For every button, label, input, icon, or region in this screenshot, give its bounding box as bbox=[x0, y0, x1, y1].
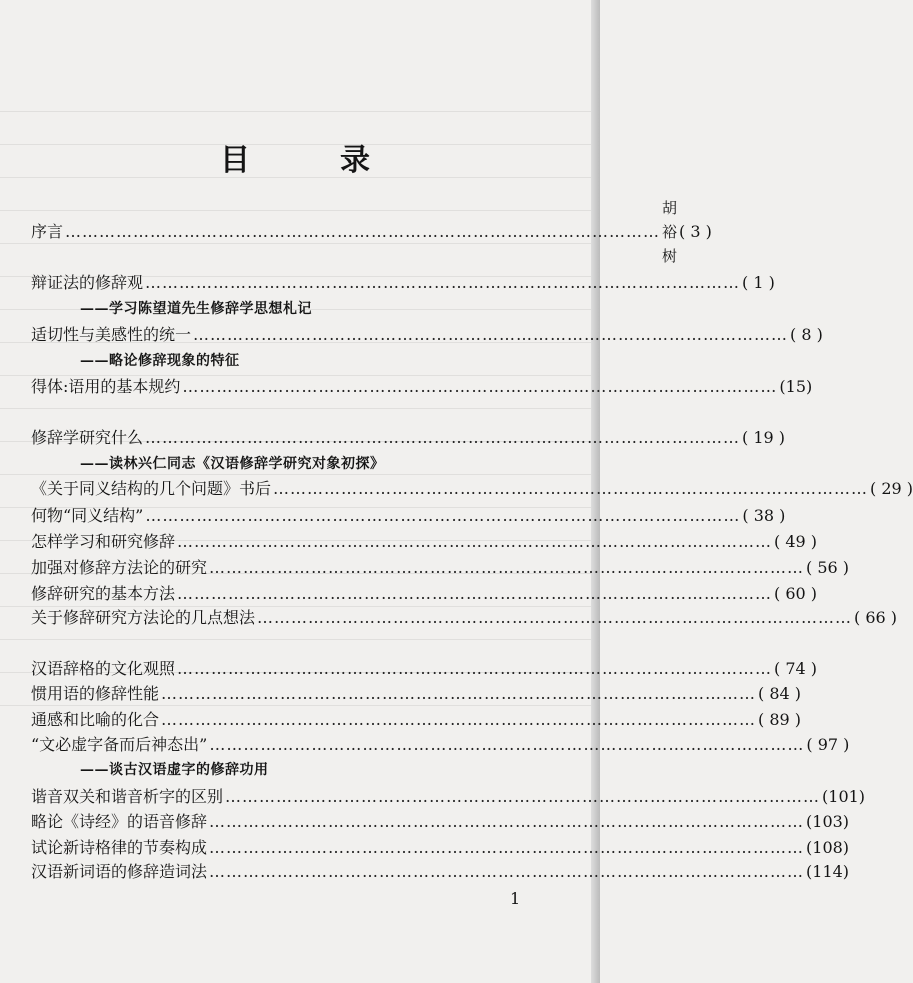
entry-subtitle: ——谈古汉语虚字的修辞功用 bbox=[80, 762, 269, 778]
toc-entry bbox=[31, 375, 813, 399]
toc-entry bbox=[31, 606, 898, 630]
leader-dots: …………………………………………………………………………………………… bbox=[193, 325, 789, 344]
toc-entry bbox=[31, 426, 786, 450]
entry-page: (15) bbox=[779, 377, 813, 396]
entry-page: ( 97 ) bbox=[806, 735, 850, 754]
toc-entry bbox=[31, 708, 802, 732]
toc-entry bbox=[31, 860, 850, 884]
toc-entry bbox=[31, 582, 818, 606]
entry-title: 加强对修辞方法论的研究 bbox=[31, 558, 208, 577]
entry-title: 辩证法的修辞观 bbox=[31, 273, 144, 292]
leader-dots: …………………………………………………………………………………………… bbox=[65, 222, 661, 241]
entry-title: 谐音双关和谐音析字的区别 bbox=[31, 787, 224, 806]
toc-entry bbox=[31, 323, 823, 347]
entry-page: (101) bbox=[822, 787, 866, 806]
leader-dots: …………………………………………………………………………………………… bbox=[182, 377, 778, 396]
entry-title: 通感和比喻的化合 bbox=[31, 710, 160, 729]
leader-dots: …………………………………………………………………………………………… bbox=[225, 787, 821, 806]
entry-title: 试论新诗格律的节奏构成 bbox=[31, 838, 208, 857]
entry-page: ( 84 ) bbox=[758, 684, 802, 703]
entry-title: 适切性与美感性的统一 bbox=[31, 325, 192, 344]
entry-subtitle: ——读林兴仁同志《汉语修辞学研究对象初探》 bbox=[80, 456, 385, 472]
toc-entry bbox=[31, 810, 850, 834]
page-number: 1 bbox=[510, 889, 521, 908]
leader-dots: …………………………………………………………………………………………… bbox=[209, 838, 805, 857]
entry-page: (108) bbox=[806, 838, 850, 857]
entry-page: (114) bbox=[806, 862, 850, 881]
entry-title: 汉语新词语的修辞造词法 bbox=[31, 862, 208, 881]
toc-entry bbox=[31, 836, 850, 860]
entry-page: (103) bbox=[806, 812, 850, 831]
entry-page: ( 56 ) bbox=[806, 558, 850, 577]
entry-page: ( 66 ) bbox=[854, 608, 898, 627]
entry-page: ( 49 ) bbox=[774, 532, 818, 551]
leader-dots: …………………………………………………………………………………………… bbox=[209, 558, 805, 577]
leader-dots: …………………………………………………………………………………………… bbox=[177, 659, 773, 678]
entry-subtitle: ——略论修辞现象的特征 bbox=[80, 353, 240, 369]
entry-title: 修辞学研究什么 bbox=[31, 428, 144, 447]
leader-dots: …………………………………………………………………………………………… bbox=[209, 862, 805, 881]
entry-page: ( 8 ) bbox=[790, 325, 823, 344]
entry-page: ( 3 ) bbox=[679, 222, 712, 241]
entry-title: 《关于同义结构的几个问题》书后 bbox=[31, 479, 272, 498]
leader-dots: …………………………………………………………………………………………… bbox=[145, 428, 741, 447]
entry-page: ( 1 ) bbox=[742, 273, 775, 292]
leader-dots: …………………………………………………………………………………………… bbox=[145, 506, 741, 525]
entry-page: ( 74 ) bbox=[774, 659, 818, 678]
leader-dots: …………………………………………………………………………………………… bbox=[177, 532, 773, 551]
show-through-text bbox=[0, 95, 600, 735]
toc-entry bbox=[31, 199, 712, 265]
entry-page: ( 60 ) bbox=[774, 584, 818, 603]
entry-author: 胡裕树 bbox=[662, 199, 678, 265]
entry-page: ( 19 ) bbox=[742, 428, 786, 447]
entry-title: 关于修辞研究方法论的几点想法 bbox=[31, 608, 256, 627]
entry-title: 汉语辞格的文化观照 bbox=[31, 659, 176, 678]
leader-dots: …………………………………………………………………………………………… bbox=[209, 812, 805, 831]
entry-title: 惯用语的修辞性能 bbox=[31, 684, 160, 703]
entry-subtitle: ——学习陈望道先生修辞学思想札记 bbox=[80, 301, 312, 317]
entry-title: 得体:语用的基本规约 bbox=[31, 377, 181, 396]
toc-entry bbox=[31, 657, 818, 681]
entry-page: ( 29 ) bbox=[870, 479, 913, 498]
entry-title: “文必虚字备而后神态出” bbox=[31, 735, 208, 754]
leader-dots: …………………………………………………………………………………………… bbox=[177, 584, 773, 603]
entry-page: ( 38 ) bbox=[742, 506, 786, 525]
entry-title: 怎样学习和研究修辞 bbox=[31, 532, 176, 551]
toc-entry bbox=[31, 785, 866, 809]
entry-page: ( 89 ) bbox=[758, 710, 802, 729]
entry-title: 略论《诗经》的语音修辞 bbox=[31, 812, 208, 831]
leader-dots: …………………………………………………………………………………………… bbox=[209, 735, 805, 754]
leader-dots: …………………………………………………………………………………………… bbox=[161, 684, 757, 703]
toc-entry bbox=[31, 733, 850, 757]
toc-entry bbox=[31, 271, 775, 295]
leader-dots: …………………………………………………………………………………………… bbox=[161, 710, 757, 729]
leader-dots: …………………………………………………………………………………………… bbox=[273, 479, 869, 498]
entry-title: 何物“同义结构” bbox=[31, 506, 144, 525]
toc-entry bbox=[31, 504, 786, 528]
toc-entry bbox=[31, 530, 818, 554]
leader-dots: …………………………………………………………………………………………… bbox=[145, 273, 741, 292]
toc-entry bbox=[31, 477, 913, 501]
leader-dots: …………………………………………………………………………………………… bbox=[257, 608, 853, 627]
entry-title: 序言 bbox=[31, 222, 64, 241]
toc-entry bbox=[31, 556, 850, 580]
toc-heading: 目录 bbox=[220, 143, 460, 178]
toc-entry bbox=[31, 682, 802, 706]
entry-title: 修辞研究的基本方法 bbox=[31, 584, 176, 603]
